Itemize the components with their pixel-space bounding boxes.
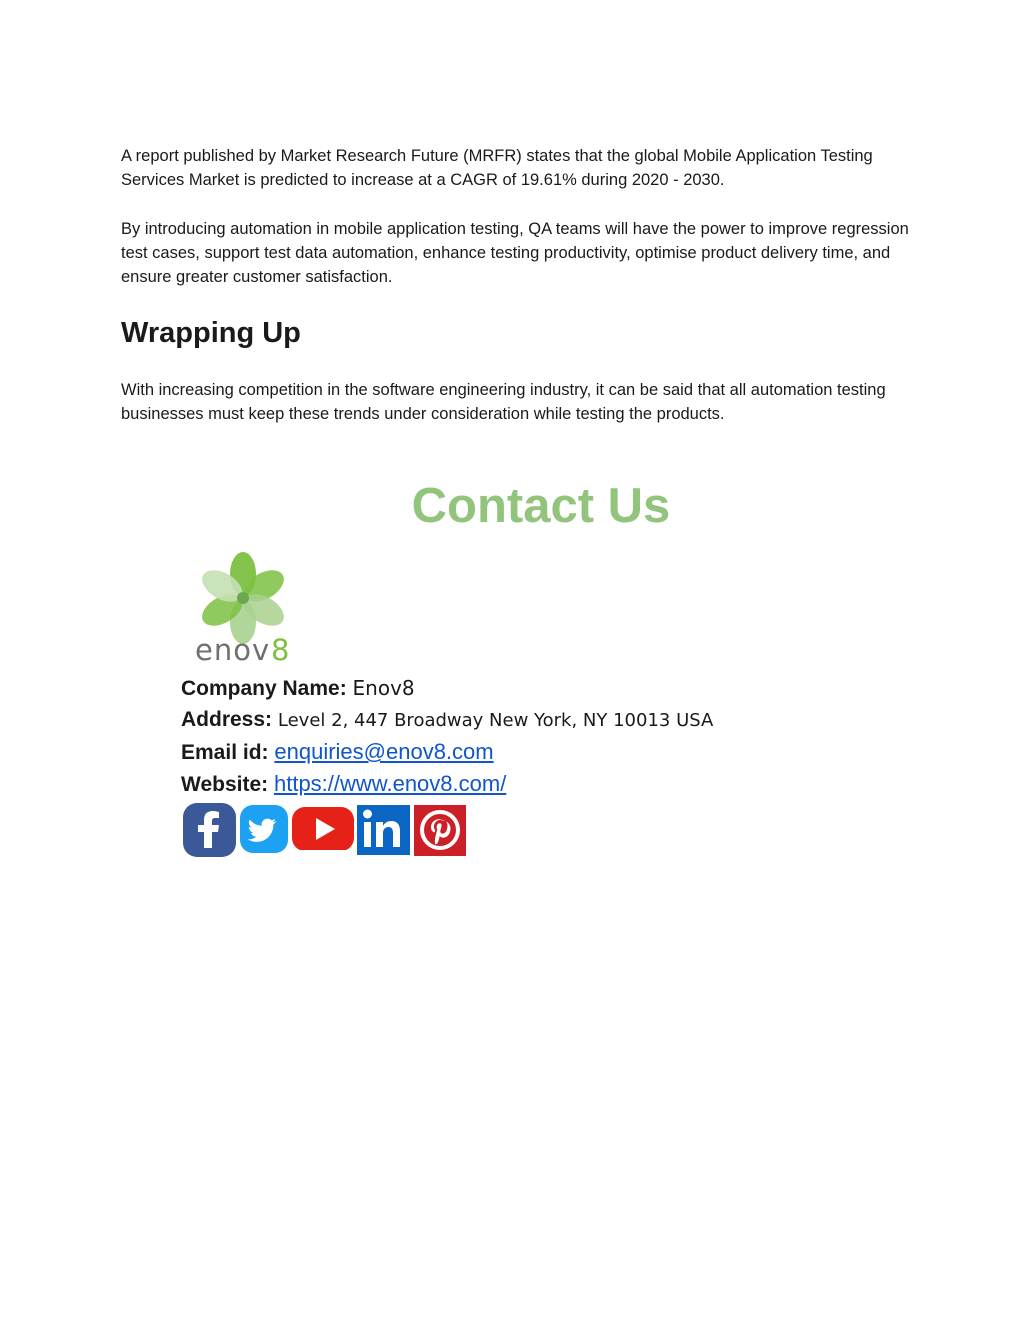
email-row [181, 737, 494, 768]
youtube-icon[interactable] [291, 802, 355, 850]
flower-icon [197, 552, 290, 644]
website-row [181, 769, 506, 800]
enov8-logo [190, 548, 300, 664]
website-label: Website: [181, 773, 269, 796]
company-name-row [181, 673, 415, 704]
paragraph-wrapping-up: With increasing competition in the software engineering industry, it can be said that all automation testing businesses must keep these trends under consideration while testing the products. [121, 381, 886, 423]
contact-us-title: Contact Us [411, 479, 671, 533]
email-link[interactable]: enquiries@enov8.com [274, 739, 494, 764]
paragraph-mrfr-report: A report published by Market Research Future (MRFR) states that the global Mobile Application Testing Services Market is predicted to increase at a CAGR of 19.61% during 2020 - 2030. [121, 147, 873, 189]
svg-text:enov: enov [195, 633, 271, 664]
company-name-value: Enov8 [352, 676, 415, 700]
address-label: Address: [181, 708, 273, 731]
section-heading-wrapping-up: Wrapping Up [121, 317, 301, 349]
email-label: Email id: [181, 741, 269, 764]
linkedin-icon[interactable] [356, 802, 411, 856]
twitter-icon[interactable] [239, 802, 289, 854]
paragraph-automation-benefits: By introducing automation in mobile application testing, QA teams will have the power to improve regression test cases, support test data automation, enhance testing productivity, optimise product delivery time, and ensure greater customer satisfaction. [121, 220, 909, 286]
website-link[interactable]: https://www.enov8.com/ [273, 771, 507, 796]
address-value: Level 2, 447 Broadway New York, NY 10013 USA [277, 710, 714, 731]
pinterest-icon[interactable] [413, 802, 467, 856]
svg-text:8: 8 [271, 633, 290, 664]
facebook-icon[interactable] [182, 802, 237, 858]
address-row [181, 705, 713, 736]
company-name-label: Company Name: [181, 677, 347, 700]
